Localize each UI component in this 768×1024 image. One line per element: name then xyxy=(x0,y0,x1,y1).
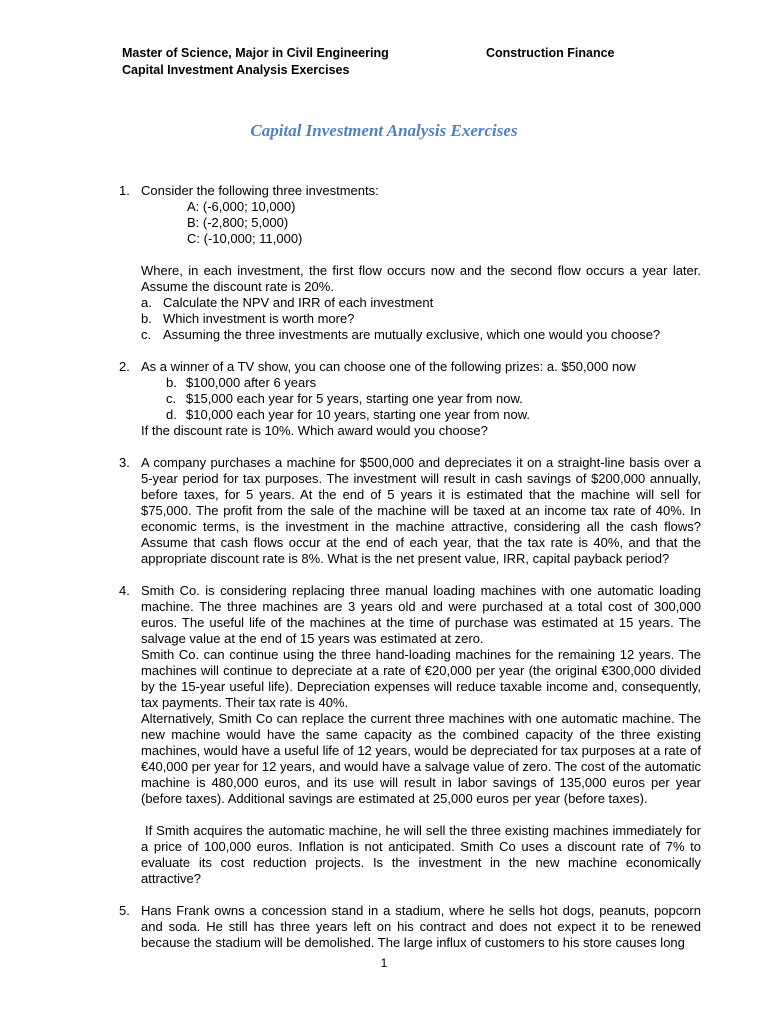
prize-label: c. xyxy=(166,391,177,406)
question-intro: As a winner of a TV show, you can choose one of the following prizes: a. $50,000 now xyxy=(141,359,636,374)
header-course: Construction Finance xyxy=(486,46,615,60)
question-5 xyxy=(119,903,701,951)
document-title: Capital Investment Analysis Exercises xyxy=(250,121,518,140)
prize-option-d xyxy=(141,407,701,423)
prize-option-b xyxy=(141,375,701,391)
sub-question-label: b. xyxy=(141,311,152,326)
sub-question-text: Calculate the NPV and IRR of each investment xyxy=(163,295,434,310)
question-3 xyxy=(119,455,701,567)
prize-label: d. xyxy=(166,407,177,422)
question-text: Hans Frank owns a concession stand in a stadium, where he sells hot dogs, peanuts, popcorn and soda. He still has three years left on his contract and does not expect it to be renewed because the stadium will be demolished. The large influx of customers to his store causes long xyxy=(141,903,701,950)
question-number: 2. xyxy=(119,359,130,374)
investment-c: C: (-10,000; 11,000) xyxy=(187,231,303,246)
question-paragraph-4: If Smith acquires the automatic machine, he will sell the three existing machines immediately for a price of 100,000 euros. Inflation is not anticipated. Smith Co uses a discount rate of 7% to evaluate its cost reduction projects. Is the investment in the new machine economically attractive? xyxy=(141,823,701,886)
question-number: 4. xyxy=(119,583,130,598)
question-text: Where, in each investment, the first flow occurs now and the second flow occurs a year later. Assume the discount rate is 20%. xyxy=(141,263,701,294)
question-paragraph-2: Smith Co. can continue using the three hand-loading machines for the remaining 12 years. The machines will continue to depreciate at a rate of €20,000 per year (the original €300,000 divided by the 15-year useful life). Depreciation expenses will reduce taxable income and, consequently, tax payments. Their tax rate is 40%. xyxy=(141,647,701,710)
question-4 xyxy=(119,583,701,887)
sub-question-label: a. xyxy=(141,295,152,310)
question-number: 5. xyxy=(119,903,130,918)
sub-question-c xyxy=(141,327,701,343)
header-program: Master of Science, Major in Civil Engineering xyxy=(122,46,389,60)
question-intro: Consider the following three investments: xyxy=(141,183,379,198)
sub-question-label: c. xyxy=(141,327,152,342)
prize-text: $15,000 each year for 5 years, starting one year from now. xyxy=(186,391,523,406)
exercise-list xyxy=(119,183,701,951)
page-number: 1 xyxy=(380,956,388,970)
prize-text: $10,000 each year for 10 years, starting one year from now. xyxy=(186,407,530,422)
investment-a: A: (-6,000; 10,000) xyxy=(187,199,296,214)
question-2 xyxy=(119,359,701,439)
question-1 xyxy=(119,183,701,343)
question-number: 1. xyxy=(119,183,130,198)
question-paragraph-1: Smith Co. is considering replacing three manual loading machines with one automatic loading machine. The three machines are 3 years old and were purchased at a total cost of 300,000 euros. The useful life of the machines at the time of purchase was estimated at 15 years. The salvage value at the end of 15 years was estimated at zero. xyxy=(141,583,701,646)
question-outro: If the discount rate is 10%. Which award would you choose? xyxy=(141,423,488,438)
investment-b: B: (-2,800; 5,000) xyxy=(187,215,289,230)
prize-label: b. xyxy=(166,375,177,390)
sub-question-b xyxy=(141,311,701,327)
question-paragraph-3: Alternatively, Smith Co can replace the current three machines with one automatic machine. The new machine would have the same capacity as the combined capacity of the three existing machines, would have a useful life of 12 years, would be depreciated for tax purposes at a rate of €40,000 per year for 12 years, and would have a salvage value of zero. The cost of the automatic machine is 480,000 euros, and its use will result in labor savings of 135,000 euros per year (before taxes). Additional savings are estimated at 25,000 euros per year (before taxes). xyxy=(141,711,701,806)
sub-question-a xyxy=(141,295,701,311)
question-number: 3. xyxy=(119,455,130,470)
question-text: A company purchases a machine for $500,000 and depreciates it on a straight-line basis over a 5-year period for tax purposes. The investment will result in cash savings of $200,000 annually, before taxes, for 5 years. At the end of 5 years it is estimated that the machine will sell for $75,000. The profit from the sale of the machine will be taxed at an income tax rate of 40%. In economic terms, is the investment in the machine attractive, considering all the cash flows? Assume that cash flows occur at the end of each year, that the tax rate is 40%, and that the appropriate discount rate is 8%. What is the net present value, IRR, capital payback period? xyxy=(141,455,701,566)
sub-question-text: Which investment is worth more? xyxy=(163,311,355,326)
prize-option-c xyxy=(141,391,701,407)
sub-question-text: Assuming the three investments are mutually exclusive, which one would you choose? xyxy=(163,327,661,342)
header-subtitle: Capital Investment Analysis Exercises xyxy=(122,63,350,77)
prize-text: $100,000 after 6 years xyxy=(186,375,317,390)
